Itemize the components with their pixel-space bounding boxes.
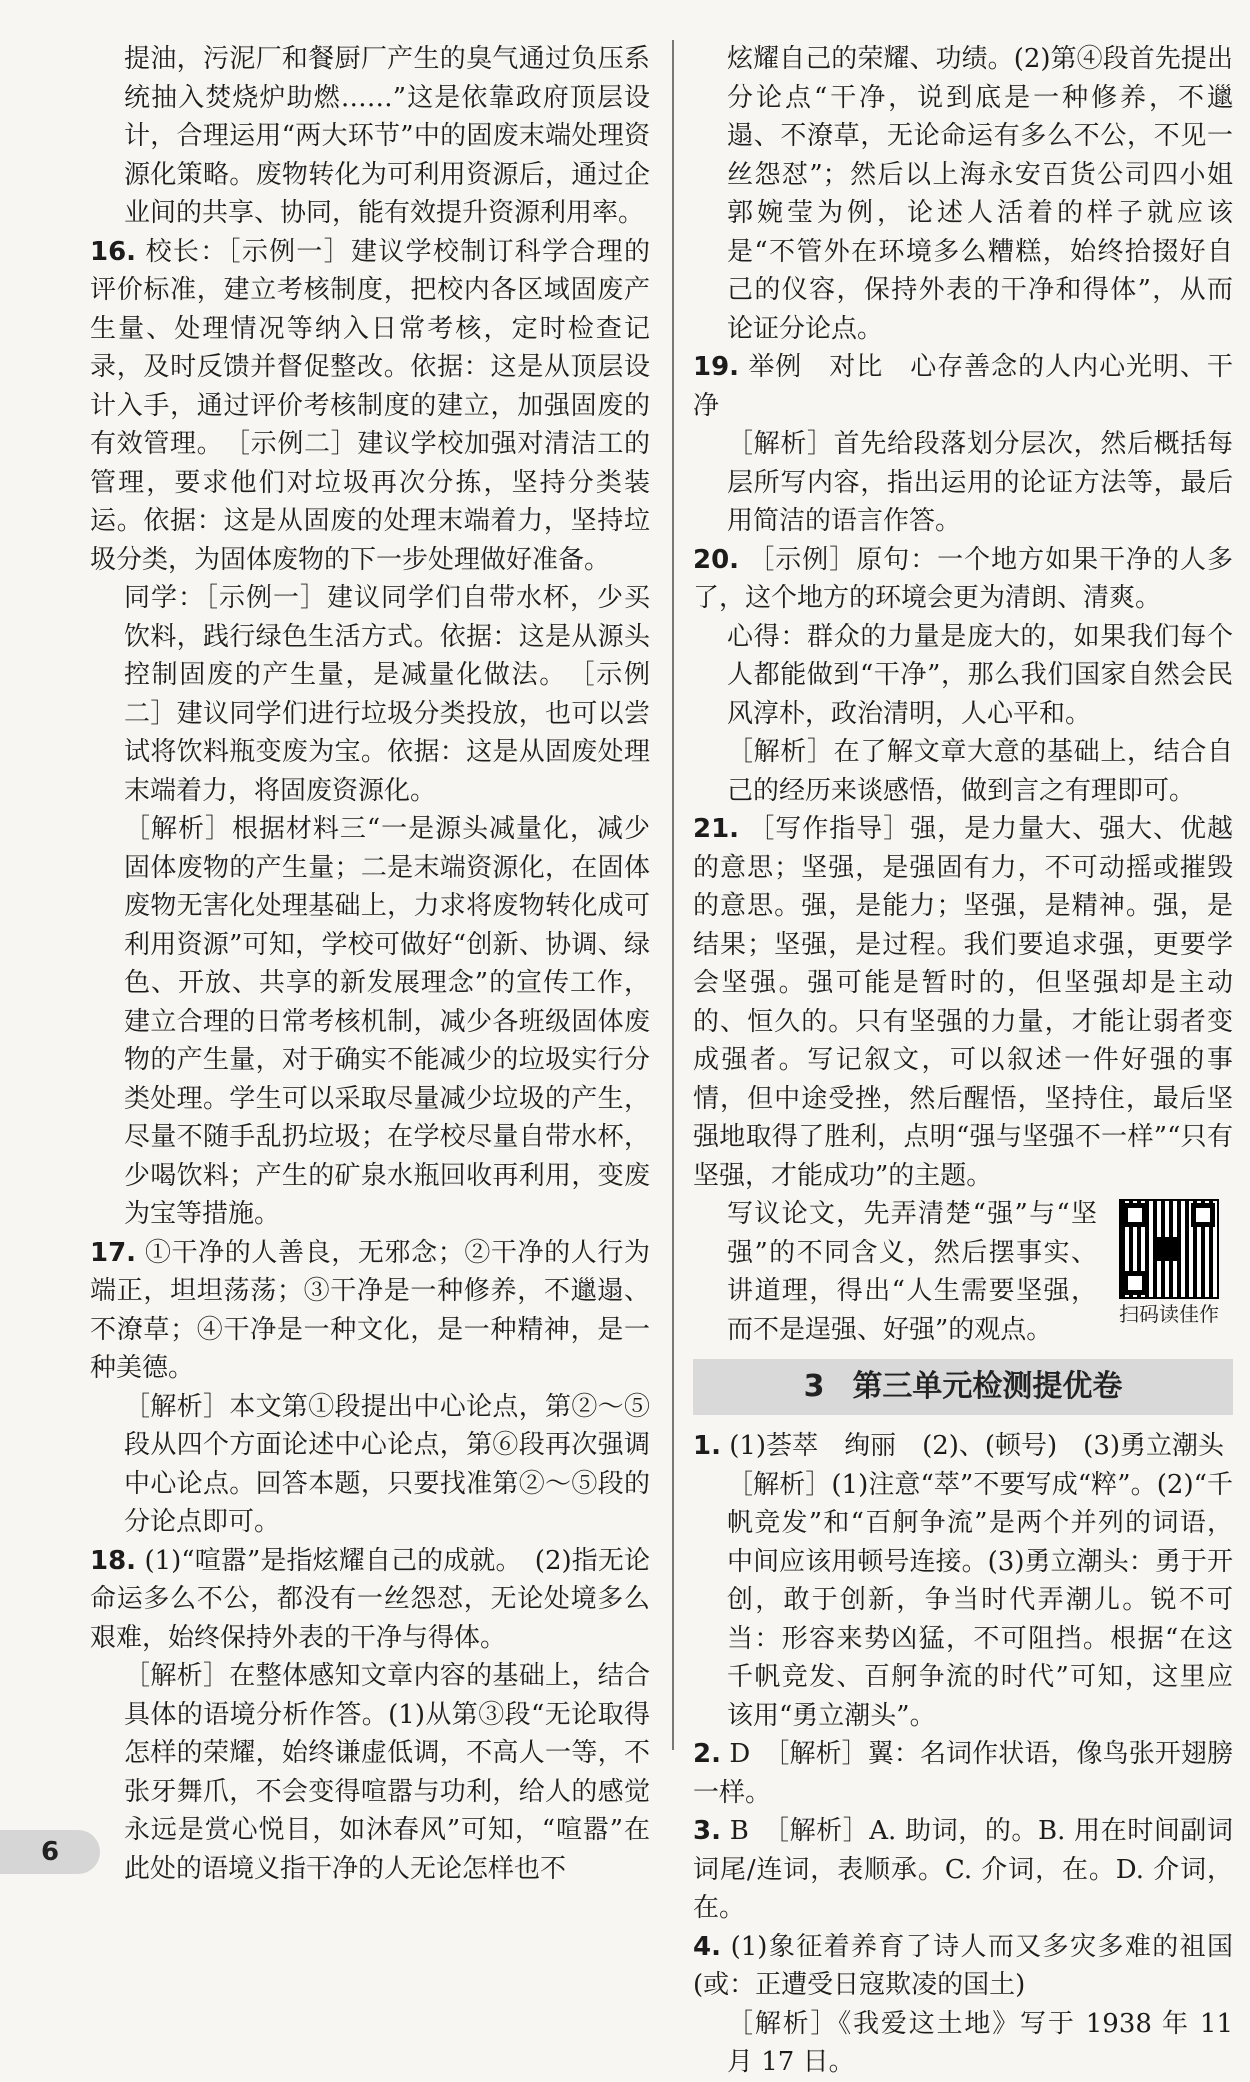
question-number: 18. — [90, 1545, 137, 1576]
question-18 — [90, 1542, 650, 1658]
question-number: 4. — [693, 1931, 721, 1962]
question-number: 19. — [693, 352, 740, 382]
qr-block[interactable] — [1105, 1195, 1233, 1327]
question-number: 17. — [90, 1237, 137, 1268]
question-text: ［示例］原句：一个地方如果干净的人多了，这个地方的环境会更为清朗、清爽。 — [693, 544, 1233, 613]
item-1 — [693, 1427, 1233, 1466]
qr-row — [693, 1195, 1233, 1349]
question-16 — [90, 233, 650, 580]
question-text: 校长：［示例一］建议学校制订科学合理的评价标准，建立考核制度，把校内各区域固废产生量、处理情况等纳入日常考核，定时检查记录，及时反馈并督促整改。依据：这是从顶层设计入手，通过评价考核制度的建立，加强固废的有效管理。 ［示例二］建议学校加强对清洁工的管理，要求他们对垃圾再次分拣，坚持分类装运。依据：这是从固废的处理末端着力，坚持垃圾分类，为固体废物的下一步处理做好准备。 — [90, 236, 650, 575]
analysis-paragraph: ［解析］首先给段落划分层次，然后概括每层所写内容，指出运用的论证方法等，最后用简洁的语言作答。 — [727, 429, 1233, 536]
question-text: D ［解析］翼：名词作状语，像鸟张开翅膀一样。 — [693, 1739, 1234, 1808]
paragraph: 提油，污泥厂和餐厨厂产生的臭气通过负压系统抽入焚烧炉助燃……”这是依靠政府顶层设计，合理运用“两大环节”中的固废末端处理资源化策略。废物转化为可利用资源后，通过企业间的共享、协同，能有效提升资源利用率。 — [124, 44, 650, 228]
page-number: 6 — [0, 1830, 100, 1874]
question-number: 21. — [693, 814, 740, 844]
paragraph: 写议论文，先弄清楚“强”与“坚强”的不同含义，然后摆事实、讲道理，得出“人生需要坚强，而不是逞强、好强”的观点。 — [727, 1199, 1097, 1345]
question-21 — [693, 810, 1233, 1195]
question-text: ①干净的人善良，无邪念；②干净的人行为端正，坦坦荡荡；③干净是一种修养，不邋遢、不潦草；④干净是一种文化，是一种精神，是一种美德。 — [90, 1237, 650, 1383]
item-2 — [693, 1735, 1233, 1812]
analysis-paragraph: ［解析］在整体感知文章内容的基础上，结合具体的语境分析作答。(1)从第③段“无论取得怎样的荣耀，始终谦虚低调，不高人一等，不张牙舞爪，不会变得喧嚣与功利，给人的感觉永远是赏心悦目，如沐春风”可知，“喧嚣”在此处的语境义指干净的人无论怎样也不 — [124, 1661, 650, 1884]
section-title: 第三单元检测提优卷 — [852, 1368, 1123, 1404]
right-column — [693, 40, 1233, 2082]
question-number: 16. — [90, 236, 137, 267]
question-number: 1. — [693, 1431, 721, 1461]
paragraph: 同学：［示例一］建议同学们自带水杯，少买饮料，践行绿色生活方式。依据：这是从源头控制固废的产生量，是减量化做法。 ［示例二］建议同学们进行垃圾分类投放，也可以尝试将饮料瓶变废为宝。依据：这是从固废处理末端着力，将固废资源化。 — [124, 583, 650, 806]
analysis-paragraph: ［解析］本文第①段提出中心论点，第②～⑤段从四个方面论述中心论点，第⑥段再次强调中心论点。回答本题，只要找准第②～⑤段的分论点即可。 — [124, 1391, 650, 1537]
question-number: 3. — [693, 1816, 721, 1846]
question-17 — [90, 1234, 650, 1388]
analysis-paragraph: ［解析］在了解文章大意的基础上，结合自己的经历来谈感悟，做到言之有理即可。 — [727, 737, 1233, 806]
question-text: (1)“喧嚣”是指炫耀自己的成就。 (2)指无论命运多么不公，都没有一丝怨怼，无论处境多么艰难，始终保持外表的干净与得体。 — [90, 1545, 651, 1653]
question-text: B ［解析］A. 助词，的。B. 用在时间副词词尾/连词，表顺承。C. 介词，在。D. 介词，在。 — [693, 1816, 1233, 1923]
left-column — [90, 40, 650, 1888]
paragraph: 炫耀自己的荣耀、功绩。(2)第④段首先提出分论点“干净，说到底是一种修养，不邋遢、不潦草，无论命运有多么不公，不见一丝怨怼”；然后以上海永安百货公司四小姐郭婉莹为例，论述人活着的样子就应该是“不管外在环境多么糟糕，始终拾掇好自己的仪容，保持外表的干净和得体”，从而论证分论点。 — [727, 44, 1233, 344]
qr-caption: 扫码读佳作 — [1119, 1302, 1219, 1326]
section-number: 3 — [803, 1368, 825, 1404]
analysis-paragraph: ［解析］(1)注意“萃”不要写成“粹”。(2)“千帆竞发”和“百舸争流”是两个并列的词语，中间应该用顿号连接。(3)勇立潮头：勇于开创，敢于创新，争当时代弄潮儿。锐不可当：形容来势凶猛，不可阻挡。根据“在这千帆竞发、百舸争流的时代”可知，这里应该用“勇立潮头”。 — [727, 1469, 1233, 1731]
paragraph: 心得：群众的力量是庞大的，如果我们每个人都能做到“干净”，那么我们国家自然会民风淳朴，政治清明，人心平和。 — [727, 621, 1233, 729]
question-text: 举例 对比 心存善念的人内心光明、干净 — [693, 352, 1233, 421]
question-20 — [693, 541, 1233, 618]
analysis-paragraph: ［解析］根据材料三“一是源头减量化，减少固体废物的产生量；二是末端资源化，在固体废物无害化处理基础上，力求将废物转化成可利用资源”可知，学校可做好“创新、协调、绿色、开放、共享的新发展理念”的宣传工作，建立合理的日常考核机制，减少各班级固体废物的产生量，对于确实不能减少的垃圾实行分类处理。学生可以采取尽量减少垃圾的产生，尽量不随手乱扔垃圾；在学校尽量自带水杯，少喝饮料；产生的矿泉水瓶回收再利用，变废为宝等措施。 — [124, 814, 650, 1229]
section-banner — [693, 1359, 1233, 1415]
question-number: 2. — [693, 1739, 721, 1769]
column-divider — [672, 40, 674, 1750]
item-3 — [693, 1812, 1233, 1928]
question-number: 20. — [693, 544, 740, 575]
question-text: (1)荟萃 绚丽 (2)、(顿号) (3)勇立潮头 — [729, 1431, 1225, 1461]
qr-code-icon[interactable] — [1119, 1199, 1219, 1299]
analysis-paragraph: ［解析］《我爱这土地》写于 1938 年 11 月 17 日。 — [727, 2008, 1233, 2077]
question-text: (1)象征着养育了诗人而又多灾多难的祖国(或：正遭受日寇欺凌的国土) — [693, 1931, 1233, 2000]
question-text: ［写作指导］强，是力量大、强大、优越的意思；坚强，是强固有力，不可动摇或摧毁的意思。强，是能力；坚强，是精神。强，是结果；坚强，是过程。我们要追求强，更要学会坚强。强可能是暂时的，但坚强却是主动的、恒久的。只有坚强的力量，才能让弱者变成强者。写记叙文，可以叙述一件好强的事情，但中途受挫，然后醒悟，坚持住，最后坚强地取得了胜利，点明“强与坚强不一样”“只有坚强，才能成功”的主题。 — [693, 814, 1233, 1191]
question-19 — [693, 348, 1233, 425]
item-4 — [693, 1928, 1233, 2005]
